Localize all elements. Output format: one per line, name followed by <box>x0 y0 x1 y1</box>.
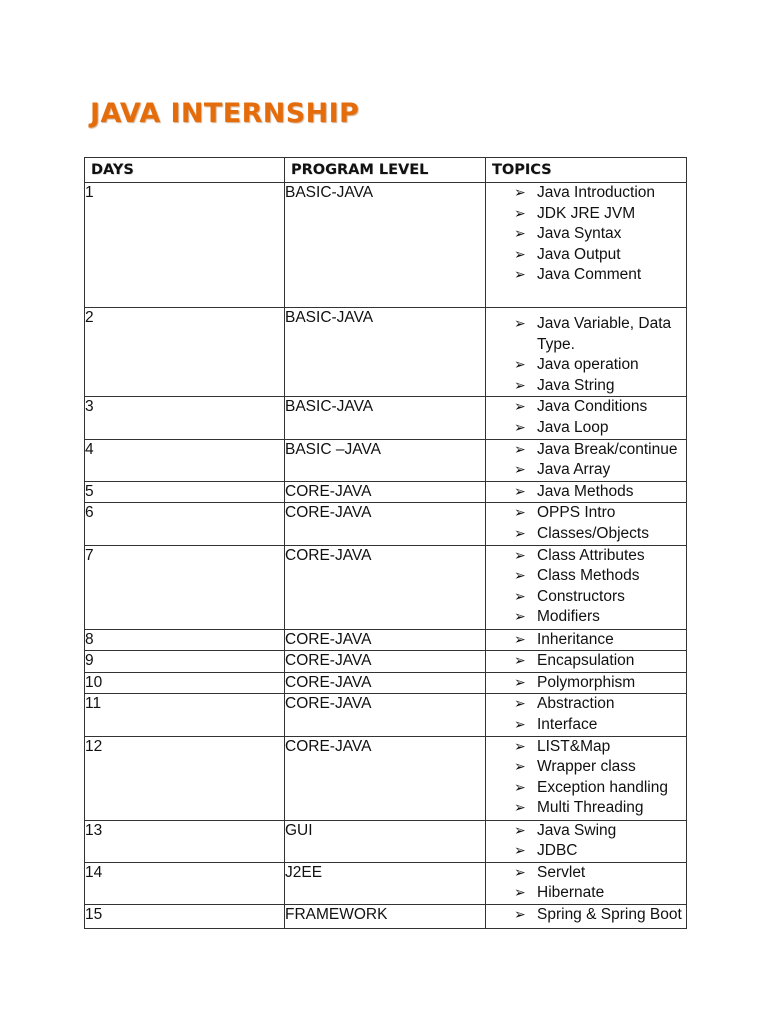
header-topics: TOPICS <box>486 158 687 183</box>
topic-item <box>514 524 686 545</box>
topic-list <box>486 737 686 819</box>
arrowhead-bullet-icon: ➢ <box>514 653 526 670</box>
day-cell: 9 <box>85 651 285 673</box>
day-cell: 10 <box>85 672 285 694</box>
arrowhead-bullet-icon: ➢ <box>514 185 526 201</box>
topic-item <box>514 673 686 694</box>
topic-list <box>486 630 686 651</box>
topic-item <box>514 883 686 904</box>
topic-list <box>486 694 686 735</box>
topic-item <box>514 715 686 736</box>
day-cell: 12 <box>85 736 285 820</box>
topic-item <box>514 694 686 715</box>
topic-item <box>514 204 686 225</box>
topic-item <box>514 376 686 397</box>
topic-label: LIST&Map <box>537 737 611 755</box>
topic-item <box>514 651 686 672</box>
topic-label: Interface <box>537 715 598 733</box>
topic-label: Spring & Spring Boot <box>537 905 682 923</box>
topics-cell <box>486 481 687 503</box>
topic-item <box>514 482 686 503</box>
topic-item <box>514 546 686 567</box>
day-cell: 14 <box>85 862 285 904</box>
table-row <box>85 694 687 736</box>
program-level-cell: CORE-JAVA <box>285 672 486 694</box>
topic-item <box>514 397 686 418</box>
arrowhead-bullet-icon: ➢ <box>514 357 526 374</box>
arrowhead-bullet-icon: ➢ <box>514 759 526 776</box>
arrowhead-bullet-icon: ➢ <box>514 906 526 923</box>
topic-label: Java Syntax <box>537 225 622 243</box>
topic-label: Java Comment <box>537 266 642 284</box>
arrowhead-bullet-icon: ➢ <box>514 779 526 796</box>
arrowhead-bullet-icon: ➢ <box>514 505 526 522</box>
program-level-cell: CORE-JAVA <box>285 629 486 651</box>
topics-cell <box>486 862 687 904</box>
header-days: DAYS <box>85 158 285 183</box>
topics-cell <box>486 629 687 651</box>
topics-cell <box>486 439 687 481</box>
topic-label: Modifiers <box>537 608 600 626</box>
topic-list <box>486 905 686 926</box>
program-level-cell: GUI <box>285 820 486 862</box>
topic-label: Exception handling <box>537 778 668 796</box>
topic-label: Java Methods <box>537 482 634 500</box>
topics-cell <box>486 503 687 545</box>
topics-cell <box>486 308 687 397</box>
topic-item <box>514 798 686 819</box>
arrowhead-bullet-icon: ➢ <box>514 483 526 500</box>
topic-item <box>514 630 686 651</box>
day-cell: 2 <box>85 308 285 397</box>
topic-item <box>514 245 686 266</box>
topic-label: OPPS Intro <box>537 504 616 522</box>
table-row <box>85 503 687 545</box>
program-level-cell: CORE-JAVA <box>285 481 486 503</box>
program-level-cell: CORE-JAVA <box>285 651 486 673</box>
topic-item <box>514 224 686 245</box>
arrowhead-bullet-icon: ➢ <box>514 525 526 542</box>
topic-item <box>514 418 686 439</box>
day-cell: 6 <box>85 503 285 545</box>
arrowhead-bullet-icon: ➢ <box>514 800 526 817</box>
day-cell: 7 <box>85 545 285 629</box>
topic-list <box>486 503 686 544</box>
topic-list <box>486 183 686 286</box>
topic-label: Java Conditions <box>537 398 648 416</box>
topic-label: Constructors <box>537 587 625 605</box>
topic-label: Servlet <box>537 863 586 881</box>
topic-label: Encapsulation <box>537 652 635 670</box>
program-level-cell: BASIC-JAVA <box>285 397 486 439</box>
topics-cell <box>486 397 687 439</box>
program-level-cell: BASIC –JAVA <box>285 439 486 481</box>
topic-item <box>514 863 686 884</box>
table-row <box>85 545 687 629</box>
topic-item <box>514 778 686 799</box>
topic-item <box>514 737 686 758</box>
arrowhead-bullet-icon: ➢ <box>514 205 526 222</box>
topic-label: Java Swing <box>537 821 617 839</box>
table-row <box>85 397 687 439</box>
topic-list <box>486 546 686 628</box>
arrowhead-bullet-icon: ➢ <box>514 316 526 332</box>
table-row <box>85 904 687 928</box>
topic-item <box>514 821 686 842</box>
arrowhead-bullet-icon: ➢ <box>514 738 526 755</box>
day-cell: 1 <box>85 183 285 308</box>
topic-item <box>514 355 686 376</box>
topic-label: Hibernate <box>537 884 605 902</box>
topics-cell <box>486 545 687 629</box>
arrowhead-bullet-icon: ➢ <box>514 441 526 458</box>
topic-label: Java String <box>537 376 615 394</box>
topic-item <box>514 314 686 355</box>
topic-label: Class Attributes <box>537 546 645 564</box>
day-cell: 4 <box>85 439 285 481</box>
topic-label: Java Loop <box>537 418 609 436</box>
arrowhead-bullet-icon: ➢ <box>514 547 526 564</box>
topic-label: Classes/Objects <box>537 524 649 542</box>
topics-cell <box>486 183 687 308</box>
arrowhead-bullet-icon: ➢ <box>514 399 526 416</box>
table-row <box>85 481 687 503</box>
arrowhead-bullet-icon: ➢ <box>514 588 526 605</box>
arrowhead-bullet-icon: ➢ <box>514 843 526 860</box>
topic-label: Java Break/continue <box>537 440 678 458</box>
topic-item <box>514 183 686 204</box>
topic-item <box>514 566 686 587</box>
table-row <box>85 308 687 397</box>
topic-label: Java Variable, Data Type. <box>537 315 672 353</box>
topics-cell <box>486 651 687 673</box>
arrowhead-bullet-icon: ➢ <box>514 568 526 585</box>
topic-item <box>514 607 686 628</box>
topic-label: Java Array <box>537 461 611 479</box>
table-row <box>85 439 687 481</box>
topic-label: JDK JRE JVM <box>537 204 636 222</box>
arrowhead-bullet-icon: ➢ <box>514 226 526 243</box>
table-row <box>85 651 687 673</box>
day-cell: 15 <box>85 904 285 928</box>
table-row <box>85 862 687 904</box>
topic-item <box>514 841 686 862</box>
day-cell: 5 <box>85 481 285 503</box>
topic-label: Polymorphism <box>537 673 636 691</box>
arrowhead-bullet-icon: ➢ <box>514 377 526 394</box>
topic-list <box>486 482 686 503</box>
topics-cell <box>486 736 687 820</box>
arrowhead-bullet-icon: ➢ <box>514 267 526 284</box>
table-header-row <box>85 158 687 183</box>
program-level-cell: CORE-JAVA <box>285 503 486 545</box>
topic-list <box>486 314 686 396</box>
day-cell: 3 <box>85 397 285 439</box>
topic-label: Wrapper class <box>537 758 636 776</box>
arrowhead-bullet-icon: ➢ <box>514 462 526 479</box>
table-row <box>85 736 687 820</box>
program-level-cell: CORE-JAVA <box>285 736 486 820</box>
arrowhead-bullet-icon: ➢ <box>514 419 526 436</box>
topic-item <box>514 460 686 481</box>
program-level-cell: BASIC-JAVA <box>285 308 486 397</box>
day-cell: 13 <box>85 820 285 862</box>
page-title: JAVA INTERNSHIP <box>90 98 360 129</box>
topic-label: Multi Threading <box>537 799 644 817</box>
table-row <box>85 820 687 862</box>
program-level-cell: BASIC-JAVA <box>285 183 486 308</box>
topic-list <box>486 440 686 481</box>
arrowhead-bullet-icon: ➢ <box>514 716 526 733</box>
day-cell: 8 <box>85 629 285 651</box>
topic-list <box>486 673 686 694</box>
topic-label: Java Introduction <box>537 184 656 201</box>
program-level-cell: FRAMEWORK <box>285 904 486 928</box>
arrowhead-bullet-icon: ➢ <box>514 609 526 626</box>
arrowhead-bullet-icon: ➢ <box>514 696 526 713</box>
topic-label: Inheritance <box>537 630 614 648</box>
day-cell: 11 <box>85 694 285 736</box>
program-level-cell: J2EE <box>285 862 486 904</box>
arrowhead-bullet-icon: ➢ <box>514 885 526 902</box>
table-row <box>85 672 687 694</box>
arrowhead-bullet-icon: ➢ <box>514 631 526 648</box>
arrowhead-bullet-icon: ➢ <box>514 822 526 839</box>
topics-cell <box>486 694 687 736</box>
program-level-cell: CORE-JAVA <box>285 694 486 736</box>
topic-label: Java operation <box>537 356 639 374</box>
topic-list <box>486 397 686 438</box>
program-level-cell: CORE-JAVA <box>285 545 486 629</box>
topic-item <box>514 587 686 608</box>
topics-cell <box>486 904 687 928</box>
topic-item <box>514 265 686 286</box>
topics-cell <box>486 672 687 694</box>
topic-list <box>486 651 686 672</box>
topics-cell <box>486 820 687 862</box>
arrowhead-bullet-icon: ➢ <box>514 864 526 881</box>
table-row <box>85 629 687 651</box>
topic-label: Abstraction <box>537 695 615 713</box>
header-program-level: PROGRAM LEVEL <box>285 158 486 183</box>
topic-list <box>486 863 686 904</box>
internship-schedule-table <box>84 157 687 929</box>
arrowhead-bullet-icon: ➢ <box>514 246 526 263</box>
topic-item <box>514 503 686 524</box>
topic-item <box>514 757 686 778</box>
topic-item <box>514 905 686 926</box>
topic-label: Class Methods <box>537 567 640 585</box>
table-row <box>85 183 687 308</box>
topic-label: JDBC <box>537 842 578 860</box>
topic-item <box>514 440 686 461</box>
topic-label: Java Output <box>537 245 621 263</box>
topic-list <box>486 821 686 862</box>
arrowhead-bullet-icon: ➢ <box>514 674 526 691</box>
